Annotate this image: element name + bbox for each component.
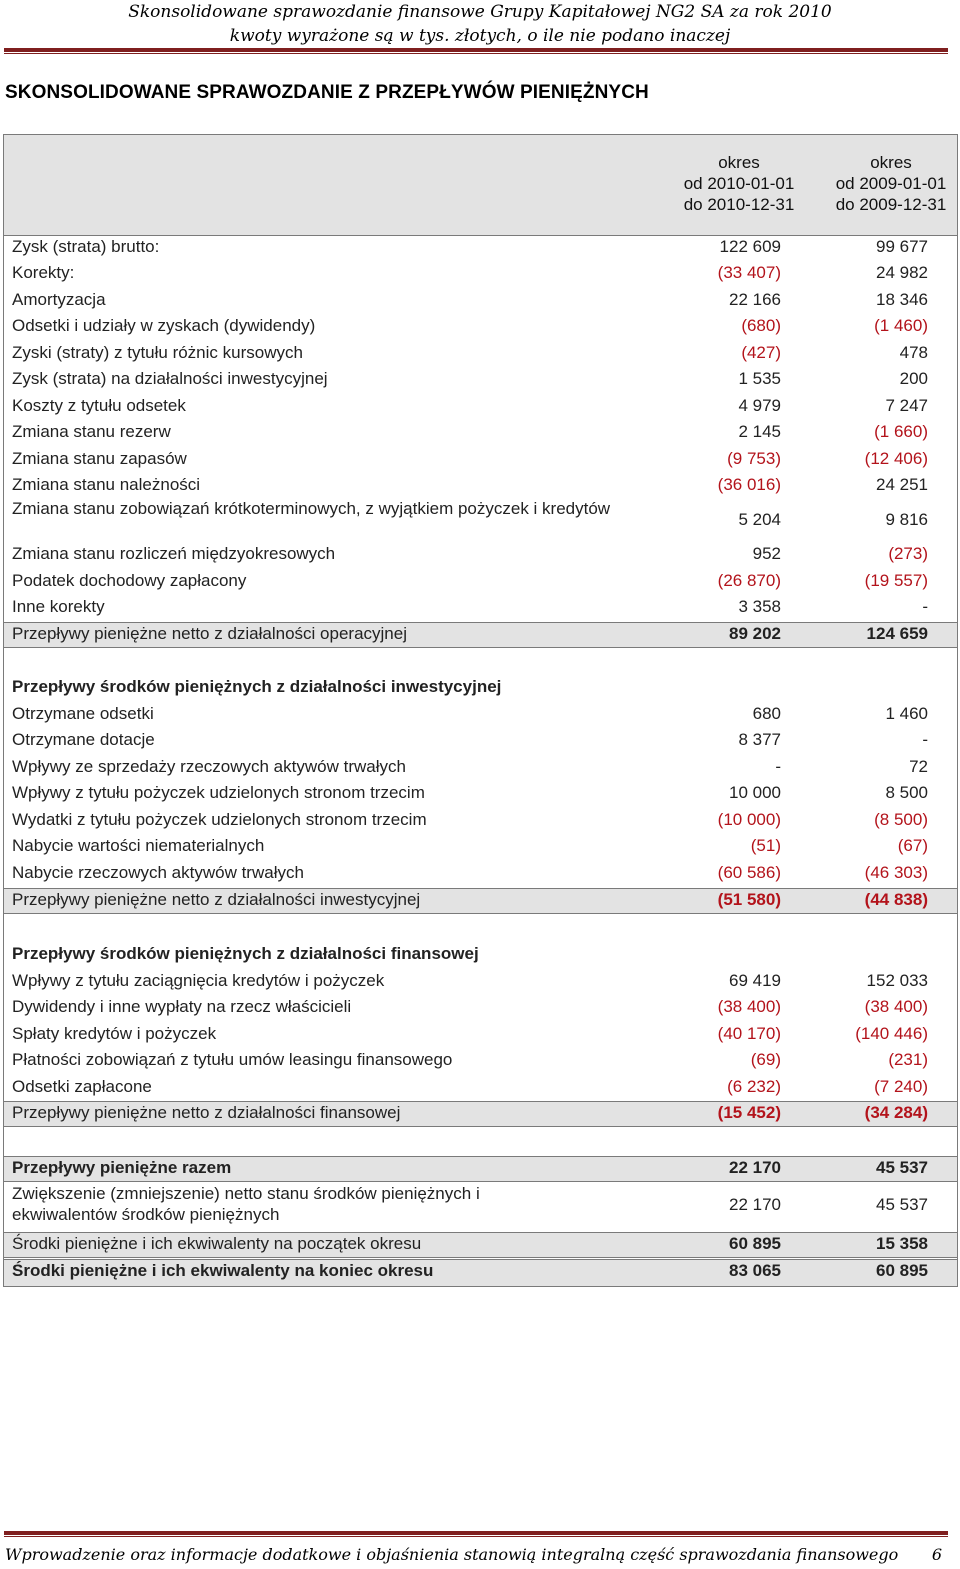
- value-2009: 18 346: [876, 290, 928, 309]
- value-2009: 124 659: [866, 624, 928, 643]
- value-2009: (38 400): [864, 997, 928, 1016]
- table-row: [4, 781, 957, 807]
- subtotal-row-operating: [4, 622, 957, 648]
- footer-rule: [4, 1531, 948, 1535]
- value-2010: 1 535: [738, 369, 781, 388]
- row-label: Środki pieniężne i ich ekwiwalenty na koniec okresu: [12, 1261, 434, 1280]
- table-row: [4, 314, 957, 340]
- value-2010: (26 870): [717, 571, 781, 590]
- row-label: Zysk (strata) na działalności inwestycyjnej: [12, 369, 328, 388]
- value-2010: (33 407): [717, 263, 781, 282]
- row-label: Zmiana stanu rezerw: [12, 422, 171, 441]
- table-row: [4, 969, 957, 995]
- table-row: [4, 569, 957, 595]
- value-2010: (6 232): [727, 1077, 781, 1096]
- value-2009: 24 251: [876, 475, 928, 494]
- value-2010: 4 979: [738, 396, 781, 415]
- footer-note: Wprowadzenie oraz informacje dodatkowe i objaśnienia stanowią integralną część sprawozdania finansowego: [5, 1545, 899, 1564]
- subtotal-row-investing: [4, 888, 957, 914]
- table-row: [4, 995, 957, 1021]
- row-label: Nabycie wartości niematerialnych: [12, 836, 265, 855]
- value-2009: -: [922, 730, 928, 749]
- table-row: [4, 341, 957, 367]
- value-2010: (40 170): [717, 1024, 781, 1043]
- value-2009: (1 460): [874, 316, 928, 335]
- row-label: Korekty:: [12, 263, 75, 282]
- value-2010: (9 753): [727, 449, 781, 468]
- value-2010: 22 170: [729, 1158, 781, 1177]
- header-line-2: kwoty wyrażone są w tys. złotych, o ile nie podano inaczej: [229, 26, 731, 46]
- value-2010: 22 166: [729, 290, 781, 309]
- value-2009: (12 406): [864, 449, 928, 468]
- row-label: Zmiana stanu rozliczeń międzyokresowych: [12, 544, 336, 563]
- row-label: Podatek dochodowy zapłacony: [12, 571, 247, 590]
- row-cash-start: [4, 1232, 957, 1258]
- value-2010: 2 145: [738, 422, 781, 441]
- total-row-cash-flow: [4, 1156, 957, 1182]
- value-2010: 122 609: [719, 237, 781, 256]
- row-label: Inne korekty: [12, 597, 105, 616]
- page-number: 6: [931, 1545, 942, 1564]
- value-2010: 69 419: [729, 971, 781, 990]
- header-line-1: Skonsolidowane sprawozdanie finansowe Grupy Kapitałowej NG2 SA za rok 2010: [128, 2, 832, 22]
- row-label: Zysk (strata) brutto:: [12, 237, 160, 256]
- row-label: Dywidendy i inne wypłaty na rzecz właścicieli: [12, 997, 352, 1016]
- value-2010: (38 400): [717, 997, 781, 1016]
- value-2009: 72: [909, 757, 928, 776]
- value-2010: (36 016): [717, 475, 781, 494]
- table-row: [4, 861, 957, 887]
- column-2009-from: od 2009-01-01: [835, 174, 947, 193]
- table-row: [4, 728, 957, 754]
- value-2009: (34 284): [864, 1103, 928, 1122]
- header-rule: [4, 48, 948, 52]
- row-label: Środki pieniężne i ich ekwiwalenty na początek okresu: [12, 1234, 422, 1253]
- row-label: Wpływy z tytułu zaciągnięcia kredytów i pożyczek: [12, 971, 385, 990]
- table-row: [4, 542, 957, 568]
- row-label: Zyski (straty) z tytułu różnic kursowych: [12, 343, 303, 362]
- row-label: Odsetki i udziały w zyskach (dywidendy): [12, 316, 316, 335]
- value-2009: (7 240): [874, 1077, 928, 1096]
- table-row: [4, 394, 957, 420]
- table-row: [4, 367, 957, 393]
- table-row: [4, 288, 957, 314]
- value-2009: (44 838): [864, 890, 928, 909]
- value-2009: 24 982: [876, 263, 928, 282]
- value-2009: -: [922, 597, 928, 616]
- value-2010: (10 000): [717, 810, 781, 829]
- value-2010: (60 586): [717, 863, 781, 882]
- value-2010: -: [775, 757, 781, 776]
- row-label: Otrzymane dotacje: [12, 730, 155, 749]
- value-2009: (1 660): [874, 422, 928, 441]
- row-label: Otrzymane odsetki: [12, 704, 154, 723]
- row-label: Przepływy pieniężne netto z działalności finansowej: [12, 1103, 401, 1122]
- value-2009: (140 446): [855, 1024, 928, 1043]
- table-row: [4, 261, 957, 287]
- value-2009: 45 537: [876, 1195, 928, 1214]
- value-2009: (273): [888, 544, 928, 563]
- row-cash-end: [4, 1259, 957, 1287]
- column-2010-from: od 2010-01-01: [683, 174, 795, 193]
- value-2010: (51): [750, 836, 781, 855]
- value-2009: 7 247: [885, 396, 928, 415]
- value-2009: 478: [899, 343, 928, 362]
- value-2010: (69): [750, 1050, 781, 1069]
- value-2010: (15 452): [717, 1103, 781, 1122]
- value-2010: 10 000: [729, 783, 781, 802]
- value-2009: 15 358: [876, 1234, 928, 1253]
- value-2010: (427): [741, 343, 781, 362]
- cash-flow-table: [3, 134, 958, 1287]
- section-title: Przepływy środków pieniężnych z działalności finansowej: [12, 944, 479, 963]
- value-2010: 83 065: [729, 1261, 781, 1280]
- value-2009: 45 537: [876, 1158, 928, 1177]
- row-label: Amortyzacja: [12, 290, 106, 309]
- table-row: [4, 808, 957, 834]
- table-row: [4, 1048, 957, 1074]
- table-row: [4, 1022, 957, 1048]
- row-label: Koszty z tytułu odsetek: [12, 396, 186, 415]
- row-label: Odsetki zapłacone: [12, 1077, 152, 1096]
- row-label: Wpływy z tytułu pożyczek udzielonych stronom trzecim: [12, 783, 425, 802]
- value-2010: 3 358: [738, 597, 781, 616]
- row-label: Płatności zobowiązań z tytułu umów leasingu finansowego: [12, 1050, 453, 1069]
- row-label: Nabycie rzeczowych aktywów trwałych: [12, 863, 304, 882]
- row-label: Przepływy pieniężne razem: [12, 1158, 232, 1177]
- value-2009: (231): [888, 1050, 928, 1069]
- row-label: Przepływy pieniężne netto z działalności operacyjnej: [12, 624, 407, 643]
- column-2010-label: okres: [718, 153, 760, 172]
- subtotal-row-financing: [4, 1101, 957, 1127]
- section-heading-investing: [4, 675, 957, 701]
- value-2009: 99 677: [876, 237, 928, 256]
- row-label: Wydatki z tytułu pożyczek udzielonych stronom trzecim: [12, 810, 427, 829]
- value-2009: 152 033: [866, 971, 928, 990]
- column-2009: [816, 152, 960, 215]
- row-label: Zmiana stanu należności: [12, 475, 201, 494]
- section-heading-financing: [4, 942, 957, 968]
- column-2010: [664, 152, 814, 215]
- column-2009-label: okres: [870, 153, 912, 172]
- value-2010: (680): [741, 316, 781, 335]
- value-2009: 9 816: [885, 510, 928, 529]
- table-row: [4, 473, 957, 499]
- table-row: [4, 1184, 957, 1232]
- value-2010: (51 580): [717, 890, 781, 909]
- value-2009: (46 303): [864, 863, 928, 882]
- value-2009: 60 895: [876, 1261, 928, 1280]
- column-2009-to: do 2009-12-31: [835, 195, 947, 214]
- value-2009: 8 500: [885, 783, 928, 802]
- row-label: Zmiana stanu zobowiązań krótkoterminowych, z wyjątkiem pożyczek i kredytów: [12, 499, 611, 518]
- table-row: [4, 1075, 957, 1101]
- value-2010: 22 170: [729, 1195, 781, 1214]
- row-label: Spłaty kredytów i pożyczek: [12, 1024, 217, 1043]
- page-title: SKONSOLIDOWANE SPRAWOZDANIE Z PRZEPŁYWÓW PIENIĘŻNYCH: [5, 82, 649, 103]
- value-2010: 680: [752, 704, 781, 723]
- table-row: [4, 595, 957, 621]
- section-title: Przepływy środków pieniężnych z działalności inwestycyjnej: [12, 677, 502, 696]
- value-2009: (19 557): [864, 571, 928, 590]
- value-2010: 8 377: [738, 730, 781, 749]
- table-row: [4, 420, 957, 446]
- value-2010: 5 204: [738, 510, 781, 529]
- row-label: Zwiększenie (zmniejszenie) netto stanu środków pieniężnych i ekwiwalentów środków pieniężnych: [12, 1184, 480, 1224]
- value-2009: 1 460: [885, 704, 928, 723]
- row-label: Zmiana stanu zapasów: [12, 449, 187, 468]
- page-header: [0, 0, 960, 48]
- column-header: [4, 135, 957, 236]
- table-row: [4, 235, 957, 261]
- footer-rule-thin: [4, 1536, 948, 1537]
- value-2010: 89 202: [729, 624, 781, 643]
- value-2009: 200: [899, 369, 928, 388]
- value-2009: (8 500): [874, 810, 928, 829]
- value-2010: 60 895: [729, 1234, 781, 1253]
- row-label: Wpływy ze sprzedaży rzeczowych aktywów trwałych: [12, 757, 406, 776]
- table-row: [4, 702, 957, 728]
- value-2009: (67): [897, 836, 928, 855]
- table-row: [4, 755, 957, 781]
- column-2010-to: do 2010-12-31: [683, 195, 795, 214]
- header-rule-thin: [4, 53, 948, 54]
- value-2010: 952: [752, 544, 781, 563]
- table-row: [4, 447, 957, 473]
- table-row: [4, 834, 957, 860]
- row-label: Przepływy pieniężne netto z działalności inwestycyjnej: [12, 890, 421, 909]
- table-row: [4, 499, 957, 545]
